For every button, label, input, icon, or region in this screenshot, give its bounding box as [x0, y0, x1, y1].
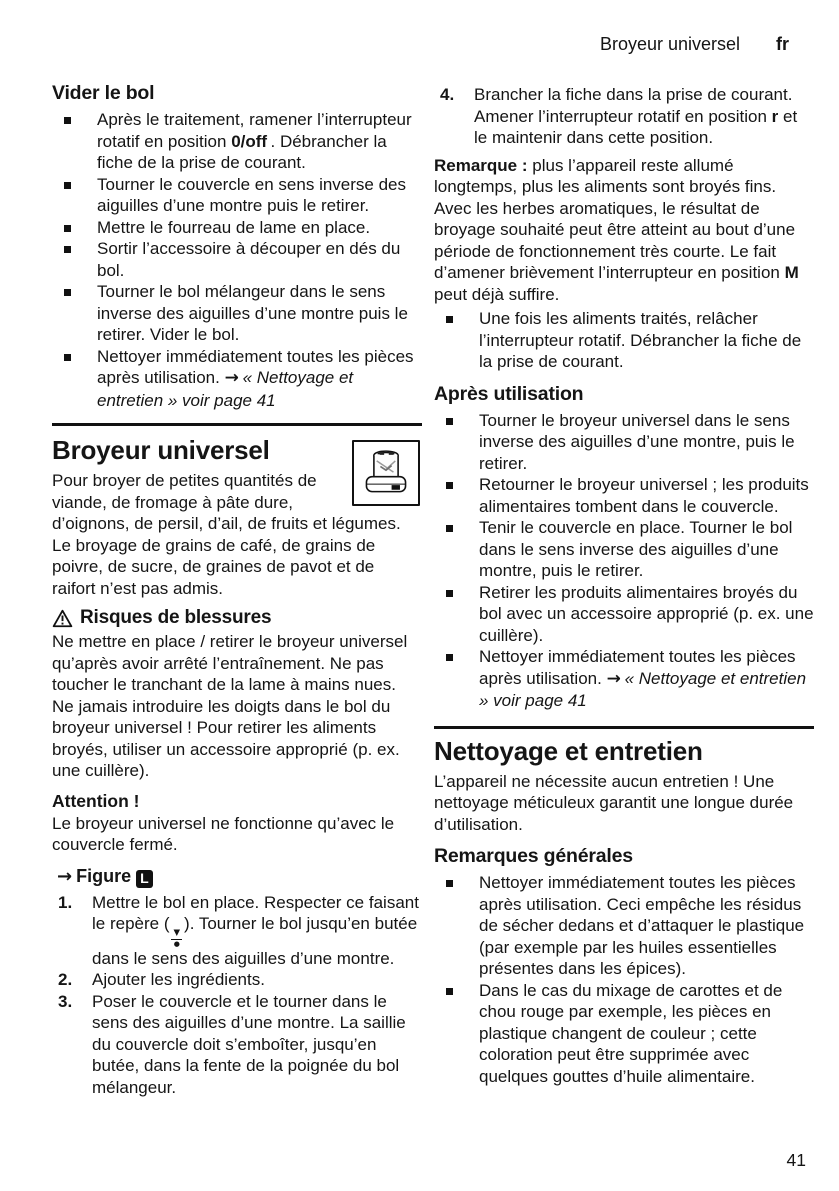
list-item: [52, 346, 422, 412]
nettoyage-intro-paragraph: L’appareil ne nécessite aucun entretien ! Une nettoyage méticuleux garantit une longue durée d’utilisation.: [434, 771, 794, 834]
list-item-text: Tenir le couvercle en place. Tourner le bol dans le sens inverse des aiguilles d’une montre, puis le retirer.: [479, 518, 793, 580]
grinder-illustration: [358, 446, 414, 500]
two-column-layout: [52, 81, 814, 1098]
bullet-square-icon: [446, 590, 453, 597]
bullet-square-icon: [64, 354, 71, 361]
list-item: [434, 474, 814, 517]
list-item: [434, 582, 814, 647]
bullet-square-icon: [446, 988, 453, 995]
remarques-generales-list: [434, 872, 814, 1087]
list-item: [52, 238, 422, 281]
warning-heading-label: Risques de blessures: [80, 607, 272, 628]
section-broyeur-universel: [52, 435, 422, 1098]
list-item: [52, 109, 422, 174]
list-item-text: Après le traitement, ramener l’interrupteur rotatif en position 0/off . Débrancher la fiche de la prise de courant.: [97, 110, 412, 172]
section-divider: [52, 423, 422, 426]
chapter-heading-nettoyage-et-entretien: Nettoyage et entretien: [434, 735, 703, 766]
bullet-square-icon: [64, 182, 71, 189]
alignment-mark-icon: ▼ ●: [173, 928, 181, 948]
list-item: [52, 281, 422, 346]
header-language-tag: fr: [776, 34, 789, 54]
numbered-step: [52, 892, 422, 970]
step-text: Poser le couvercle et le tourner dans le sens des aiguilles d’une montre. La saillie du couvercle doit s’emboîter, jusqu’en butée, dans la fente de la poignée du bol mélangeur.: [92, 991, 406, 1097]
section-heading-remarques-generales: Remarques générales: [434, 845, 633, 867]
apres-utilisation-list: [434, 410, 814, 712]
reference-arrow-icon: →: [57, 865, 72, 887]
warning-triangle-icon: [52, 609, 73, 628]
bullet-square-icon: [446, 654, 453, 661]
step-text: Brancher la fiche dans la prise de courant. Amener l’interrupteur rotatif en position r et le maintenir dans cette position.: [474, 85, 798, 147]
list-item-text-cross-reference: Nettoyer immédiatement toutes les pièces après utilisation. → « Nettoyage et entretien » voir page 41: [97, 346, 414, 410]
list-item-text: Nettoyer immédiatement toutes les pièces après utilisation. Ceci empêche les résidus de sécher dedans et d’attaquer le plastique (par exemple par les huiles essentielles présentes dans les épices).: [479, 873, 805, 978]
list-item: [52, 174, 422, 217]
list-item-text: Tourner le couvercle en sens inverse des aiguilles d’une montre puis le retirer.: [97, 174, 406, 215]
bullet-square-icon: [64, 246, 71, 253]
step-number: 3.: [58, 991, 73, 1011]
warning-heading: [52, 607, 422, 629]
vider-le-bol-list: [52, 109, 422, 411]
warning-paragraph: Ne mettre en place / retirer le broyeur universel qu’après avoir arrêté l’entraînement. Ne pas toucher le tranchant de la lame à mains nues. Ne jamais introduire les doigts dans le bol du broyeur universel ! Pour retirer les aliments broyés, utiliser un accessoire approprié (p. ex. une cuillère).: [52, 632, 408, 780]
left-column: [52, 81, 422, 1098]
list-item-text: Dans le cas du mixage de carottes et de chou rouge par exemple, les pièces en plastique changent de couleur ; cette coloration peut être supprimée avec quelques gouttes d’huile alimentaire.: [479, 980, 783, 1086]
step-number: 1.: [58, 892, 73, 912]
bullet-square-icon: [446, 316, 453, 323]
bullet-square-icon: [64, 289, 71, 296]
broyeur-intro-paragraph: Pour broyer de petites quantités de viande, de fromage à pâte dure, d’oignons, de persil, d’ail, de fruits et légumes. Le broyage de grains de café, de grains de poivre, de sucre, de graines de pavot et de raifort n’est pas admis.: [52, 471, 401, 598]
bullet-square-icon: [446, 525, 453, 532]
numbered-step: [434, 84, 814, 149]
list-item: [52, 217, 422, 239]
section-heading-apres-utilisation: Après utilisation: [434, 382, 584, 405]
list-item-text: Retirer les produits alimentaires broyés du bol avec un accessoire approprié (p. ex. une cuillère).: [479, 582, 814, 645]
assembly-steps-list: [52, 892, 422, 1099]
bullet-square-icon: [64, 225, 71, 232]
remark-paragraph: Remarque : plus l’appareil reste allumé longtemps, plus les aliments sont broyés fins. Avec les herbes aromatiques, le résultat de broyage souhaité peut être atteint au bout d’une période de fonctionnement très courte. Le fait d’amener brièvement l’interrupteur en position M peut déjà suffire.: [434, 155, 799, 304]
list-item: [434, 980, 814, 1088]
numbered-step: [52, 991, 422, 1099]
reference-arrow-icon: →: [224, 368, 238, 388]
list-item-text-cross-reference: Nettoyer immédiatement toutes les pièces après utilisation. → « Nettoyage et entretien » voir page 41: [479, 647, 807, 710]
universal-grinder-image: [352, 440, 420, 506]
list-item: [434, 872, 814, 980]
section-heading-vider-le-bol: Vider le bol: [52, 82, 155, 104]
list-item-text: Tourner le broyeur universel dans le sens inverse des aiguilles d’une montre, puis le retirer.: [479, 410, 795, 473]
bullet-square-icon: [446, 880, 453, 887]
bullet-square-icon: [446, 418, 453, 425]
header-chapter-title: Broyeur universel: [599, 34, 740, 54]
figure-letter-box: L: [136, 870, 153, 888]
list-item-text: Mettre le fourreau de lame en place.: [97, 217, 371, 237]
chapter-heading-broyeur-universel: Broyeur universel: [52, 435, 270, 465]
list-item: [434, 308, 814, 373]
section-divider: [434, 726, 814, 729]
page-number: 41: [786, 1150, 806, 1170]
attention-heading: Attention !: [52, 790, 140, 811]
numbered-step: [52, 969, 422, 991]
step-text: Ajouter les ingrédients.: [92, 970, 265, 989]
reference-arrow-icon: →: [606, 668, 620, 689]
list-item: [434, 517, 814, 582]
right-column: [434, 81, 814, 1087]
page-header: [52, 34, 814, 55]
step-number: 4.: [440, 85, 455, 104]
figure-reference: → Figure L: [52, 866, 422, 888]
list-item-text: Tourner le bol mélangeur dans le sens inverse des aiguilles d’une montre puis le retirer. Vider le bol.: [97, 282, 408, 344]
step-text: Mettre le bol en place. Respecter ce faisant le repère ( ▼ ● ). Tourner le bol jusqu’en butée dans le sens des aiguilles d’une montre.: [92, 892, 419, 968]
bullet-square-icon: [446, 482, 453, 489]
attention-paragraph: Le broyeur universel ne fonctionne qu’avec le couvercle fermé.: [52, 813, 395, 854]
list-item-text: Retourner le broyeur universel ; les produits alimentaires tombent dans le couvercle.: [479, 475, 809, 516]
step-number: 2.: [58, 970, 73, 989]
bullet-square-icon: [64, 117, 71, 124]
list-item-text: Sortir l’accessoire à découper en dés du bol.: [97, 239, 401, 280]
list-item: [434, 410, 814, 475]
list-item-text: Une fois les aliments traités, relâcher l’interrupteur rotatif. Débrancher la fiche de la prise de courant.: [479, 309, 802, 371]
list-item: [434, 646, 814, 712]
